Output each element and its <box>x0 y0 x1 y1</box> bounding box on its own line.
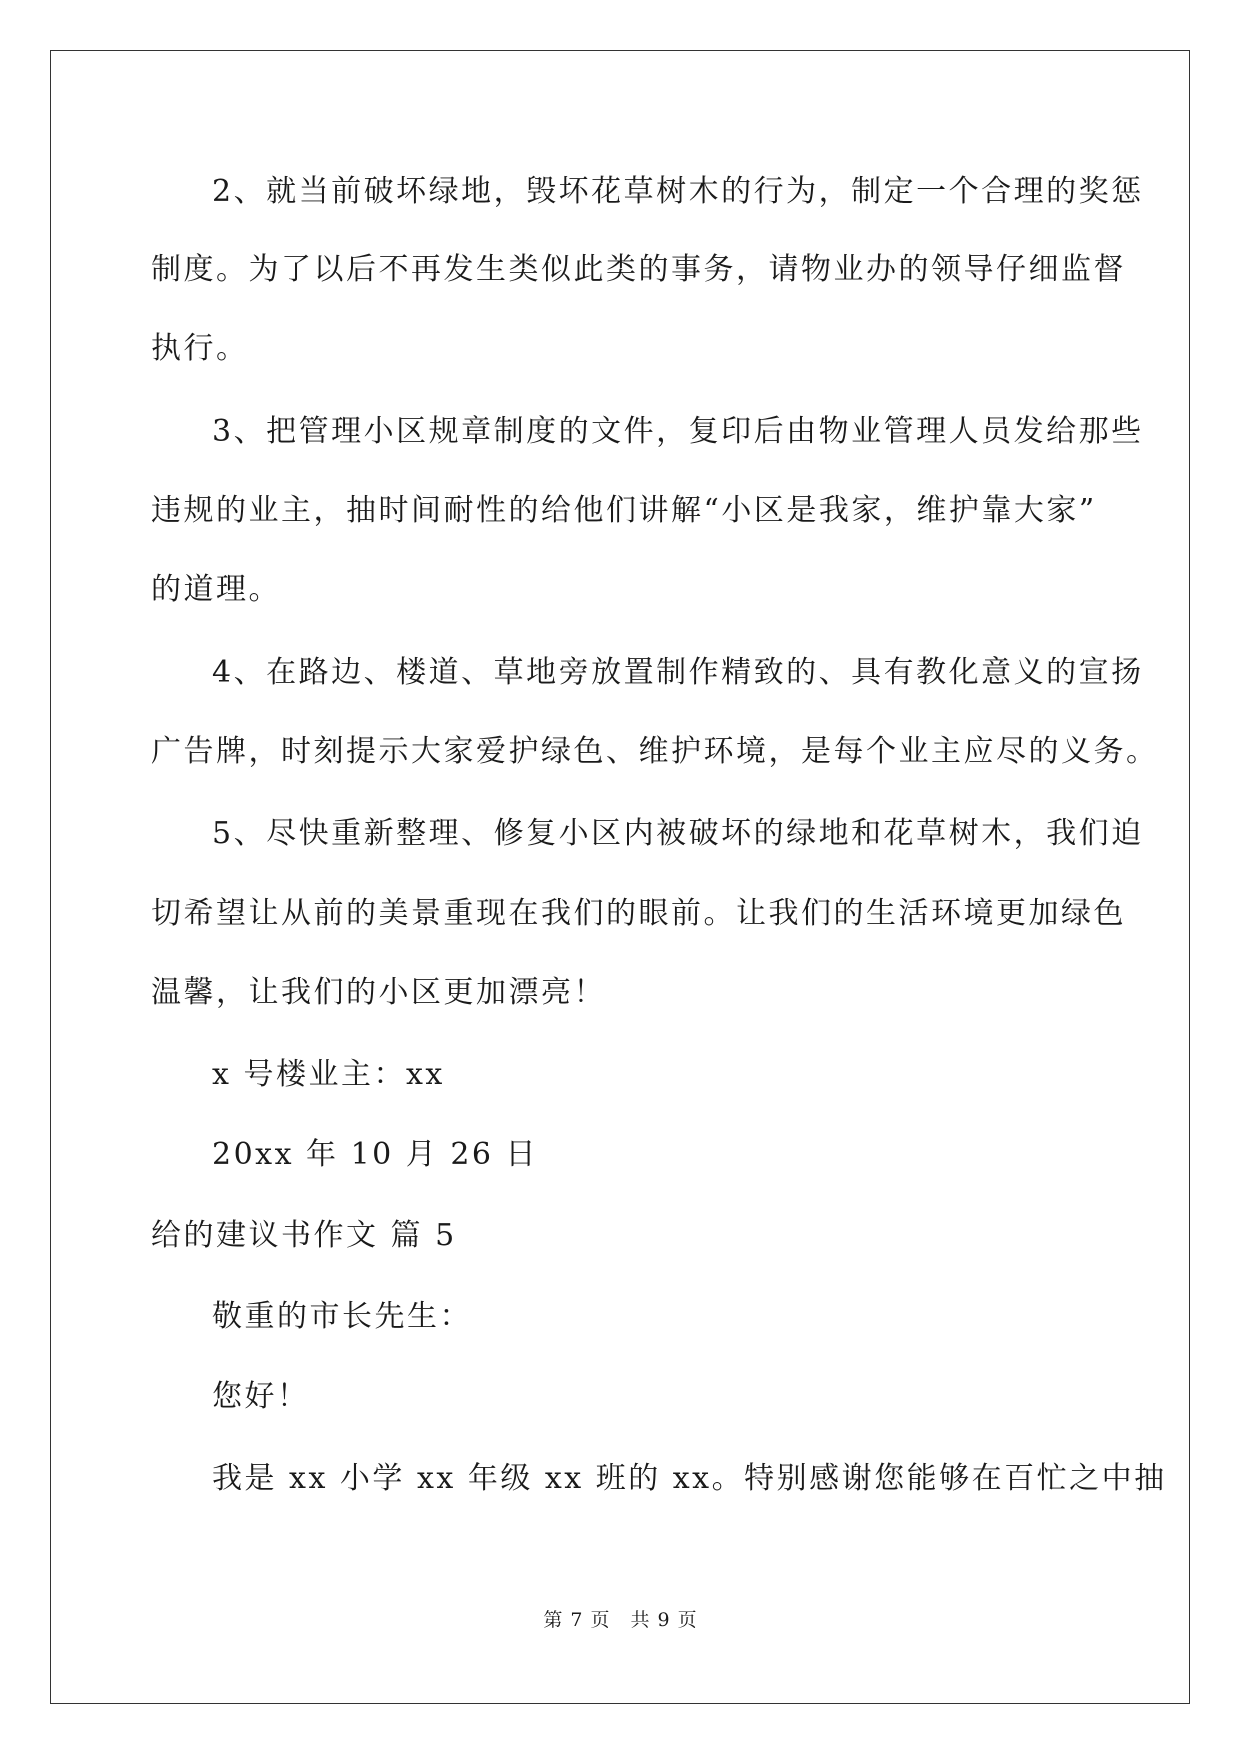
letter-greeting: 您好！ <box>212 1379 310 1414</box>
page-footer: 第 7 页 共 9 页 <box>543 1609 698 1631</box>
paragraph-3-line-3: 的道理。 <box>151 572 281 607</box>
paragraph-2-line-1: 2、就当前破坏绿地，毁坏花草树木的行为，制定一个合理的奖惩 <box>212 174 1144 209</box>
paragraph-5-line-3: 温馨，让我们的小区更加漂亮！ <box>151 975 606 1010</box>
paragraph-4-line-1: 4、在路边、楼道、草地旁放置制作精致的、具有教化意义的宣扬 <box>212 655 1144 690</box>
signature-date: 20xx 年 10 月 26 日 <box>212 1137 539 1172</box>
paragraph-2-line-2: 制度。为了以后不再发生类似此类的事务，请物业办的领导仔细监督 <box>151 252 1126 287</box>
paragraph-2-line-3: 执行。 <box>151 331 249 366</box>
signature-owner: x 号楼业主：xx <box>212 1057 445 1092</box>
paragraph-4-line-2: 广告牌，时刻提示大家爱护绿色、维护环境，是每个业主应尽的义务。 <box>151 734 1159 769</box>
paragraph-5-line-1: 5、尽快重新整理、修复小区内被破坏的绿地和花草树木，我们迫 <box>212 816 1144 851</box>
paragraph-5-line-2: 切希望让从前的美景重现在我们的眼前。让我们的生活环境更加绿色 <box>151 896 1126 931</box>
letter-salutation: 敬重的市长先生： <box>212 1299 472 1334</box>
paragraph-3-line-1: 3、把管理小区规章制度的文件，复印后由物业管理人员发给那些 <box>212 414 1144 449</box>
section-heading: 给的建议书作文 篇 5 <box>151 1218 457 1253</box>
page-border <box>50 50 1190 1704</box>
letter-body-line-1: 我是 xx 小学 xx 年级 xx 班的 xx。特别感谢您能够在百忙之中抽 <box>212 1461 1167 1496</box>
paragraph-3-line-2: 违规的业主，抽时间耐性的给他们讲解“小区是我家，维护靠大家” <box>151 493 1097 528</box>
